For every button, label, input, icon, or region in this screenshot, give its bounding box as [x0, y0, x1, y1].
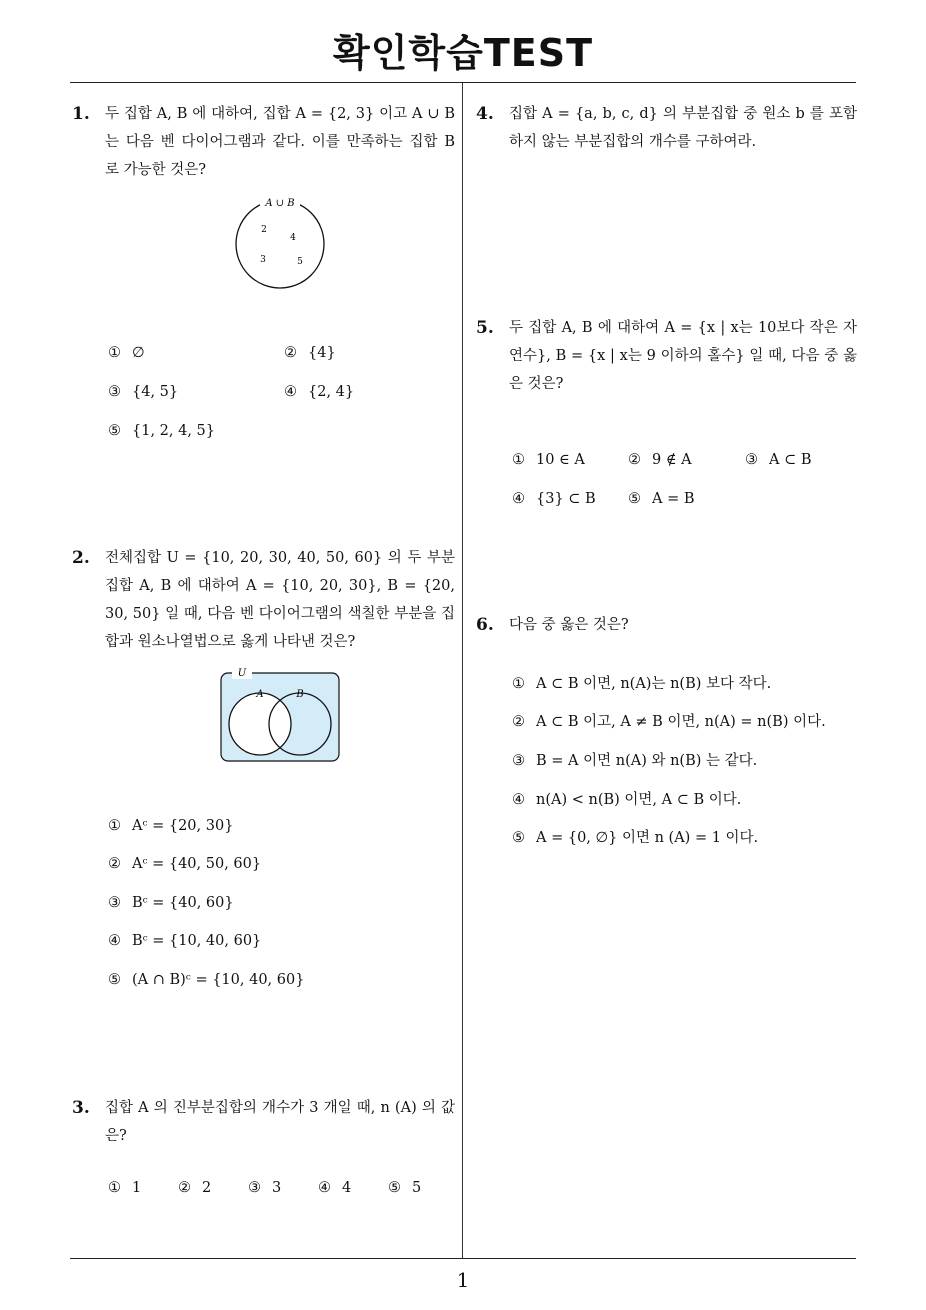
question-2-option-4[interactable]: ④ Bᶜ = {10, 40, 60}	[108, 933, 262, 949]
venn2-set-b-label: B	[296, 689, 304, 700]
question-2-option-2[interactable]: ② Aᶜ = {40, 50, 60}	[108, 856, 262, 872]
question-3-option-2[interactable]: ② 2	[178, 1180, 212, 1196]
question-2-number: 2.	[72, 548, 90, 568]
question-5-option-4[interactable]: ④ {3} ⊂ B	[512, 491, 596, 507]
venn2-set-a	[229, 693, 291, 755]
venn1-element: 3	[260, 255, 266, 265]
question-1-option-5[interactable]: ⑤ {1, 2, 4, 5}	[108, 423, 216, 439]
venn1-element: 2	[261, 225, 267, 235]
question-4-number: 4.	[476, 104, 494, 124]
question-2-option-5[interactable]: ⑤ (A ∩ B)ᶜ = {10, 40, 60}	[108, 972, 305, 988]
venn1-element: 5	[297, 257, 303, 267]
question-1-venn-diagram	[230, 192, 330, 292]
venn1-element: 4	[290, 233, 296, 243]
question-3-option-3[interactable]: ③ 3	[248, 1180, 282, 1196]
question-1-text: 두 집합 A, B 에 대하여, 집합 A = {2, 3} 이고 A ∪ B 는 다음 벤 다이어그램과 같다. 이를 만족하는 집합 B 로 가능한 것은?	[105, 106, 455, 178]
question-6-option-3[interactable]: ③ B = A 이면 n(A) 와 n(B) 는 같다.	[512, 753, 758, 769]
question-2-text: 전체집합 U = {10, 20, 30, 40, 50, 60} 의 두 부분집합 A, B 에 대하여 A = {10, 20, 30}, B = {20, 30, 50} 일 때, 다음 벤 다이어그램의 색칠한 부분을 집합과 원소나열법으로 옳게 나타낸 것은?	[105, 550, 455, 650]
column-divider	[462, 83, 463, 1258]
question-1-option-2[interactable]: ② {4}	[284, 345, 336, 361]
page-title: 확인학습TEST	[332, 31, 593, 75]
question-3-number: 3.	[72, 1098, 90, 1118]
page-number: 1	[456, 1268, 470, 1292]
question-5-text: 두 집합 A, B 에 대하여 A = {x | x는 10보다 작은 자연수}, B = {x | x는 9 이하의 홀수} 일 때, 다음 중 옳은 것은?	[509, 320, 857, 392]
question-5-option-5[interactable]: ⑤ A = B	[628, 491, 695, 507]
question-2-venn-diagram	[218, 664, 342, 764]
question-6-option-4[interactable]: ④ n(A) < n(B) 이면, A ⊂ B 이다.	[512, 792, 742, 808]
venn2-set-a-label: A	[256, 689, 264, 700]
question-5-option-3[interactable]: ③ A ⊂ B	[745, 452, 812, 468]
question-3-option-4[interactable]: ④ 4	[318, 1180, 352, 1196]
question-2-option-1[interactable]: ① Aᶜ = {20, 30}	[108, 818, 234, 834]
question-6-option-5[interactable]: ⑤ A = {0, ∅} 이면 n (A) = 1 이다.	[512, 830, 759, 846]
question-3-option-1[interactable]: ① 1	[108, 1180, 142, 1196]
footer-divider	[70, 1258, 856, 1259]
question-6-option-1[interactable]: ① A ⊂ B 이면, n(A)는 n(B) 보다 작다.	[512, 676, 772, 692]
question-3-text: 집합 A 의 진부분집합의 개수가 3 개일 때, n (A) 의 값은?	[105, 1100, 455, 1144]
question-6-text: 다음 중 옳은 것은?	[509, 617, 629, 633]
venn1-label: A ∪ B	[265, 198, 295, 209]
venn2-universe-label: U	[237, 668, 247, 679]
header-divider	[70, 82, 856, 83]
question-4-text: 집합 A = {a, b, c, d} 의 부분집합 중 원소 b 를 포함하지 않는 부분집합의 개수를 구하여라.	[509, 106, 857, 150]
question-6-number: 6.	[476, 615, 494, 635]
question-1-option-1[interactable]: ① ∅	[108, 345, 145, 361]
question-5-number: 5.	[476, 318, 494, 338]
question-1-option-3[interactable]: ③ {4, 5}	[108, 384, 179, 400]
question-5-option-1[interactable]: ① 10 ∈ A	[512, 452, 585, 468]
question-3-option-5[interactable]: ⑤ 5	[388, 1180, 422, 1196]
question-1-number: 1.	[72, 104, 90, 124]
question-5-option-2[interactable]: ② 9 ∉ A	[628, 452, 692, 468]
question-2-option-3[interactable]: ③ Bᶜ = {40, 60}	[108, 895, 234, 911]
question-6-option-2[interactable]: ② A ⊂ B 이고, A ≠ B 이면, n(A) = n(B) 이다.	[512, 714, 826, 730]
question-1-option-4[interactable]: ④ {2, 4}	[284, 384, 355, 400]
